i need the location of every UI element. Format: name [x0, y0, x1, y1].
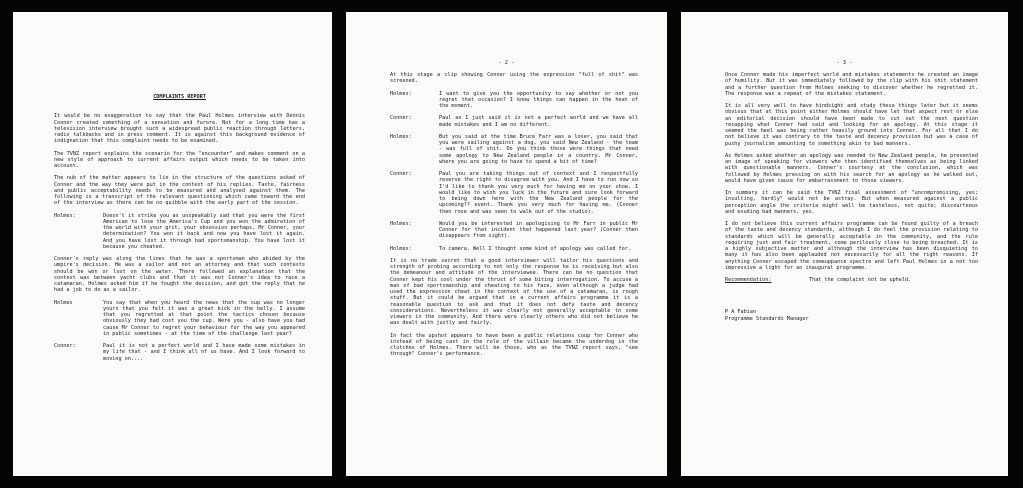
paragraph: As Holmes asked whether an apology was needed to New Zealand people, he presented an image of speaking for viewers who then identified themselves as being linked with questionable manners. Conner's courtesy at the conclusion, which was followed by Holmes pressing on with his search for an apology as he walked out, would have given cause for embarrassment to those viewers.: [725, 152, 978, 184]
paragraph: Conner's reply was along the lines that he was a sportsman who abided by the umpire's decision. He was a sailor and not an attorney and that such contests should be won or lost on the water. There followed an explanation that the contest was between yacht clubs and that it was not Conner's idea to race a catamaran. Holmes asked him if he fought the decision, and got the reply that he had a job to do as a sailor.: [54, 256, 305, 294]
speaker-text: Paul you are taking things out of context and I respectfully reserve the right to disagree with you. And I have to run now so I'd like to thank you very much for having me on your show. I would like to wish you luck in the future and sure look forward to being down here with the New Zealand people for the upcoming?? event. Thank you very much for having me. (Conner then rose and was seen to walk out of the studio).: [439, 171, 638, 215]
paragraph: The nub of the matter appears to lie in the structure of the questions asked of Conner and the way they were put in the context of his replies. Taste, fairness and public acceptability needs to be measured and analysed against them. The following is a transcript of the relevant questioning which came toward the end of the interview as there can be no quibble with the early part of the session.: [54, 175, 305, 207]
signature-block: [725, 309, 978, 322]
recommendation-label: Recommendation:: [725, 277, 772, 283]
paragraph: At this stage a clip showing Conner using the expression "full of shit" was screened.: [390, 72, 638, 85]
paragraph: Once Conner made his imperfect world and mistakes statements he created an image of humility. But it was immediately followed by the clip with his shit statement and a further question from Holmes seeking to discover whether he regretted it. The response was a repeat of the mistakes statement.: [725, 72, 978, 97]
page-1-body: [54, 94, 305, 368]
paragraph: It would be no exaggeration to say that the Paul Holmes interview with Dennis Conner created something of a sensation and furore. Not for a long time has a television interview brought such a widespread public reaction through letters, radio talkbacks and in press comment. It is against this background evidence of indignation that this complaint needs to be examined.: [54, 113, 305, 145]
speaker-label: Holmes: [54, 299, 73, 306]
speaker-label: Holmes:: [390, 245, 412, 252]
transcript-exchange: [390, 91, 638, 110]
signatory-title: Programme Standards Manager: [725, 315, 809, 322]
speaker-text: Would you be interested in apologising to Mr Farr in public Mr Conner for that incident that happened last year? (Conner then disappears from sight).: [439, 220, 638, 240]
speaker-text: Paul as I just said it is not a perfect world and we have all made mistakes and I am no different.: [439, 115, 638, 128]
paragraph: In summary it can be said the TVNZ final assessment of "uncompromising, yes; insulting, hardly" would not be astray. But when measured against a public perception angle the criteria might well be tasteless, not quite; discourteous and exuding bad manners, yes.: [725, 190, 978, 215]
paragraph: It is no trade secret that a good interviewer will tailor his questions and strength of probing according to not only the response he is receiving but also the demeanour and attitude of the interviewee. There can be no question that Conner kept his cool under the thrust of some biting interrogation. To accuse a man of bad sportsmanship and cheating to his face, even although a judge had used the expression cheat in the context of the use of a catamaran, is rough stuff. But it could be argued that in a current affairs programme it is a reasonable question to ask and that it does not defy taste and decency considerations. Nevertheless it was clearly not generally acceptable to some viewers in the community. And there were clearly others who did not believe he was dealt with justly and fairly.: [390, 257, 638, 327]
speaker-text: I want to give you the opportunity to say whether or not you regret that occasion? I know things can happen in the heat of the moment.: [439, 90, 638, 109]
speaker-label: Holmes:: [54, 212, 76, 219]
speaker-text: You say that when you heard the news that the cup was no longer yours that you felt it was a great kick in the belly. I assume that you regretted at that point the tactics chosen because obviously they had cost you the cup. Were you - also have you had cause Mr Conner to regret your behaviour for the way you appeared in public sometimes - at the time of the challenge last year?: [103, 299, 305, 337]
speaker-text: Doesn't it strike you as unspeakably sad that you were the first American to lose the America's Cup and you won the admiration of the world with your grit, your obsession perhaps, Mr Conner, your determination? You won it back and now you have lost it again. And you have lost it through bad sportsmanship. You have lost it because you cheated.: [103, 212, 305, 250]
report-page-2: [346, 12, 667, 476]
page-3-body: [725, 72, 978, 322]
paragraph: I do not believe this current affairs programme can be found guilty of a breach of the taste and decency standards, although I do feel the provision relating to standards which will be generally acceptable in the community, and the rule requiring just and fair treatment, come perilously close to being breached. It is a highly subjective matter and although the interview has been disquieting to many it has also been applauded not necessarily for all the right reasons. If anything Conner escaped the comeuppance spectre and left Paul Holmes in a not too impressive a light for an inaugural programme.: [725, 221, 978, 271]
transcript-exchange: [390, 246, 638, 252]
page-number: - 2 -: [498, 60, 515, 66]
speaker-label: Holmes:: [390, 220, 412, 227]
speaker-label: Conner:: [390, 115, 412, 122]
report-page-3: [681, 12, 1008, 476]
transcript-exchange: [390, 221, 638, 240]
report-page-1: [13, 12, 332, 476]
paragraph: The TVNZ report explains the scenario for the "encounter" and makes comment on a new style of approach to current affairs output which needs to be taken into account.: [54, 150, 305, 169]
transcript-exchange: [390, 171, 638, 215]
transcript-exchange: [54, 300, 305, 338]
report-title: COMPLAINTS REPORT: [153, 94, 206, 100]
speaker-text: Paul it is not a perfect world and I have made some mistakes in my life that - and I think all of us have. And I look forward to moving on....: [103, 343, 305, 362]
speaker-label: Conner:: [390, 171, 412, 177]
speaker-text: But you said at the time Bruce Farr was a loser, you said that you were sailing against a dog, you said New Zealand - the team - was full of shit. Do you think those were things that need some apology to New Zealand people in a country, Mr Conner, where you are going to have to spend a bit of time?: [439, 133, 638, 165]
transcript-exchange: [54, 343, 305, 362]
recommendation: [725, 277, 978, 283]
speaker-text: To camera. Well I thought some kind of apology was called for.: [439, 245, 631, 252]
transcript-exchange: [390, 134, 638, 165]
transcript-exchange: [390, 115, 638, 128]
page-number: - 3 -: [836, 60, 853, 66]
paragraph: In fact the upshot appears to have been a public relations coup for Conner who instead of being cast in the role of the villain became the underdog in the clutches of Holmes. There will be those, who as the TVNZ report says, "see through" Conner's performance.: [390, 332, 638, 358]
speaker-label: Holmes:: [390, 90, 412, 97]
recommendation-text: That the complaint not be upheld.: [809, 277, 912, 283]
transcript-exchange: [54, 213, 305, 251]
speaker-label: Conner:: [54, 343, 76, 349]
paragraph: It is all very well to have hindsight and study these things later but it seems obvious that at this point either Holmes should have let that aspect rest or else an editorial decision should have been made to cut out the next question recapping what Conner had said and looking for an apology. At this stage it seemed the heel was being rather heavily ground into Conner. For all that I do not believe it was contrary to the taste and decency provision but was a case of pushy journalism amounting to something akin to bad manners.: [725, 103, 978, 147]
signatory-name: P A Fabian: [725, 309, 756, 316]
speaker-label: Holmes:: [390, 133, 412, 140]
page-2-body: [390, 72, 638, 364]
